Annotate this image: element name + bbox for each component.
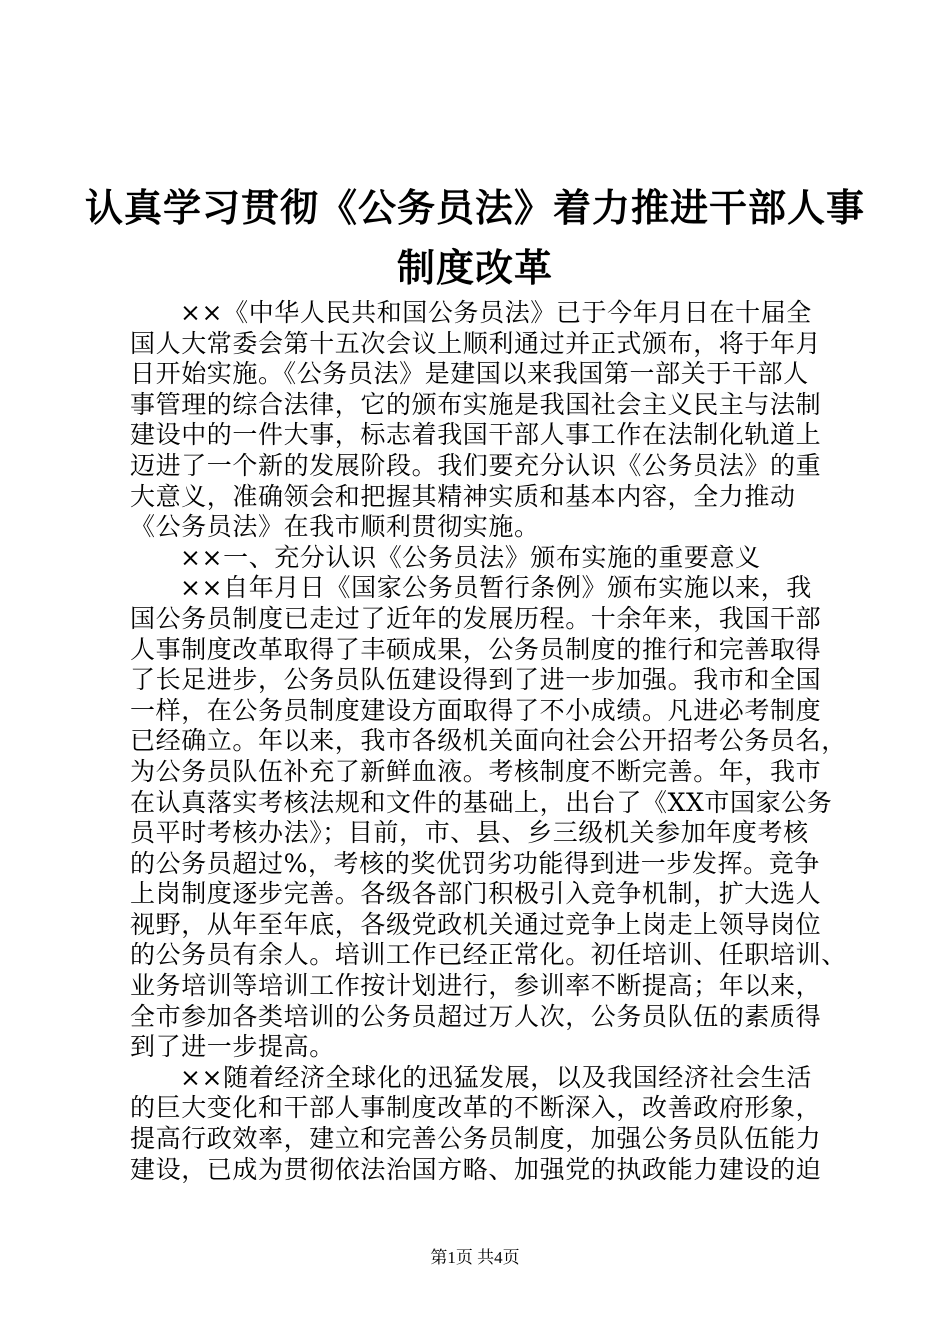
document-body [130,298,847,1185]
text-line: 已经确立。年以来，我市各级机关面向社会公开招考公务员名， [130,726,847,756]
text-line: 视野，从年至年底，各级党政机关通过竞争上岗走上领导岗位 [130,909,822,939]
document-title-line-1: 认真学习贯彻《公务员法》着力推进干部人事 [84,186,865,230]
text-line: ××一、充分认识《公务员法》颁布实施的重要意义 [180,542,761,572]
text-line: 国公务员制度已走过了近年的发展历程。十余年来，我国干部 [130,603,822,633]
text-line: 大意义，准确领会和把握其精神实质和基本内容，全力推动 [130,481,796,511]
text-line: 人事制度改革取得了丰硕成果，公务员制度的推行和完善取得 [130,634,822,664]
text-line: 到了进一步提高。 [130,1032,335,1062]
text-line: 的公务员有余人。培训工作已经正常化。初任培训、任职培训、 [130,940,847,970]
text-line: 的巨大变化和干部人事制度改革的不断深入，改善政府形象， [130,1093,822,1123]
text-line: 全市参加各类培训的公务员超过万人次，公务员队伍的素质得 [130,1001,822,1031]
text-line: 一样，在公务员制度建设方面取得了不小成绩。凡进必考制度 [130,695,822,725]
text-line: 《公务员法》在我市顺利贯彻实施。 [130,512,540,542]
text-line: 日开始实施。《公务员法》是建国以来我国第一部关于干部人 [130,359,809,389]
text-line: 在认真落实考核法规和文件的基础上，出台了《XX市国家公务 [130,787,833,817]
text-line: 建设，已成为贯彻依法治国方略、加强党的执政能力建设的迫 [130,1154,822,1184]
text-line: ××随着经济全球化的迅猛发展，以及我国经济社会生活 [180,1062,812,1092]
text-line: ××《中华人民共和国公务员法》已于今年月日在十届全 [180,298,812,327]
text-line: 国人大常委会第十五次会议上顺利通过并正式颁布，将于年月 [130,328,822,358]
text-line: ××自年月日《国家公务员暂行条例》颁布实施以来，我 [180,573,812,603]
text-line: 迈进了一个新的发展阶段。我们要充分认识《公务员法》的重 [130,450,822,480]
text-line: 业务培训等培训工作按计划进行，参训率不断提高；年以来， [130,971,822,1001]
text-line: 的公务员超过%，考核的奖优罚劣功能得到进一步发挥。竞争 [130,848,820,878]
text-line: 事管理的综合法律，它的颁布实施是我国社会主义民主与法制 [130,389,822,419]
text-line: 员平时考核办法》；目前，市、县、乡三级机关参加年度考核 [130,818,809,848]
text-line: 了长足进步，公务员队伍建设得到了进一步加强。我市和全国 [130,665,822,695]
text-line: 提高行政效率，建立和完善公务员制度，加强公务员队伍能力 [130,1124,822,1154]
page-footer: 第1页 共4页 [430,1248,520,1267]
text-line: 为公务员队伍补充了新鲜血液。考核制度不断完善。年，我市 [130,756,822,786]
text-line: 建设中的一件大事，标志着我国干部人事工作在法制化轨道上 [130,420,822,450]
text-line: 上岗制度逐步完善。各级各部门积极引入竞争机制，扩大选人 [130,879,822,909]
document-title-line-2: 制度改革 [396,246,553,290]
